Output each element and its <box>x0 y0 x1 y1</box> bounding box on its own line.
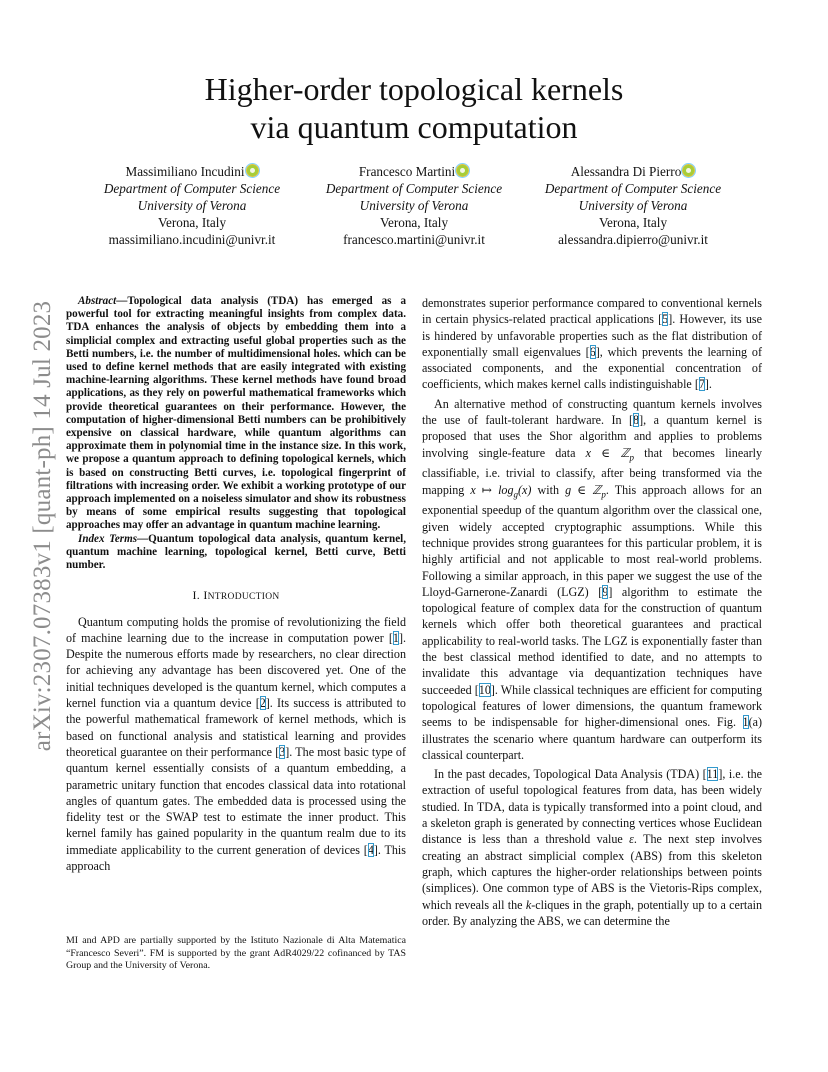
right-paragraph-3: In the past decades, Topological Data Analysis (TDA) [11], i.e. the extraction of useful topological features from data, has been widely studied. In TDA, data is typically transformed into a point cloud, and a skeleton graph is generated by connecting vertices whose Euclidean distance is less than a threshold value ε. The next step involves creating an abstract simplicial complex (ABS) from this skeleton graph, which captures the higher-order relationships between points (simplices). One common type of ABS is the Vietoris-Rips complex, which reveals all the k-cliques in the graph, potentially up to a certain order. By analyzing the ABS, we can determine the <box>422 767 762 928</box>
citation-link[interactable]: 2 <box>259 696 266 711</box>
author-univ: University of Verona <box>359 198 469 213</box>
right-column <box>422 295 762 929</box>
abstract-label: Abstract <box>78 295 117 307</box>
author-block-1 <box>77 163 307 248</box>
orcid-icon[interactable] <box>456 164 469 177</box>
figure-link[interactable]: 1 <box>742 715 749 730</box>
citation-link[interactable]: 9 <box>602 584 609 599</box>
author-univ: University of Verona <box>578 198 688 213</box>
author-dept: Department of Computer Science <box>103 181 281 196</box>
right-paragraph-1: demonstrates superior performance compared to conventional kernels in certain physics-related practical applications [5]. However, its use is hindered by unfavorable properties such as the flat distribution of exponentially small eigenvalues [6], which prevents the learning of associated components, and the exponential concentration of coefficients, which makes kernel calls indistinguishable [7]. <box>422 296 762 392</box>
author-city: Verona, Italy <box>157 215 227 230</box>
math-expression: x ↦ log <box>470 482 514 497</box>
author-name: Massimiliano Incudini <box>125 164 245 179</box>
author-email: massimiliano.incudini@univr.it <box>108 232 276 247</box>
paper-title <box>0 70 828 146</box>
author-dept: Department of Computer Science <box>325 181 503 196</box>
author-univ: University of Verona <box>137 198 247 213</box>
index-terms <box>66 533 406 573</box>
author-block-3 <box>518 163 748 248</box>
left-column <box>66 295 406 874</box>
citation-link[interactable]: 6 <box>589 344 596 359</box>
author-name: Francesco Martini <box>358 164 456 179</box>
footnote: MI and APD are partially supported by the Istituto Nazionale di Alta Matematica “Francesco Severi”. FM is supported by the grant AdR4029/22 cofinanced by TAS Group and the University of Verona. <box>66 935 406 971</box>
author-block-2 <box>299 163 529 248</box>
title-line-2: via quantum computation <box>250 109 578 145</box>
citation-link[interactable]: 8 <box>633 413 640 428</box>
orcid-icon[interactable] <box>246 164 259 177</box>
arxiv-id: arXiv:2307.07383v1 [quant-ph] 14 Jul 2023 <box>29 300 56 752</box>
author-dept: Department of Computer Science <box>544 181 722 196</box>
citation-link[interactable]: 7 <box>698 377 705 392</box>
index-terms-label: Index Terms <box>78 532 138 545</box>
math-expression: x ∈ ℤ <box>585 445 630 460</box>
author-email: alessandra.dipierro@univr.it <box>558 232 708 247</box>
section-heading-introduction: I. INTRODUCTION <box>192 588 280 603</box>
math-expression: ε <box>629 832 634 847</box>
abstract-text: —Topological data analysis (TDA) has emerged as a powerful tool for extracting meaningful insights from complex data. TDA enhances the analysis of objects by embedding them into a simplicial complex and extracting useful global properties such as the Betti numbers, i.e. the number of multidimensional holes. which can be used to define kernel methods that are easily integrated with existing machine-learning algorithms. These kernel methods have found broad applications, as they rely on powerful mathematical frameworks which provide theoretical guarantees on their performance. However, the computation of higher-dimensional Betti numbers can be prohibitively expensive on classical hardware, while quantum algorithms can approximate them in polynomial time in the instance size. In this work, we propose a quantum approach to defining topological kernels, which is based on constructing Betti curves, i.e. topological fingerprint of filtrations with increasing order. We exhibit a working prototype of our approach implemented on a noiseless simulator and show its robustness by means of some empirical results suggesting that topological approaches may offer an advantage in quantum machine learning. <box>66 295 406 532</box>
title-line-1: Higher-order topological kernels <box>204 71 624 107</box>
orcid-icon[interactable] <box>682 164 695 177</box>
arxiv-sidebar-stamp <box>26 288 60 764</box>
author-name: Alessandra Di Pierro <box>570 164 682 179</box>
citation-link[interactable]: 10 <box>478 682 491 697</box>
citation-link[interactable]: 5 <box>662 312 669 327</box>
author-email: francesco.martini@univr.it <box>343 232 485 247</box>
citation-link[interactable]: 3 <box>279 744 286 759</box>
author-city: Verona, Italy <box>379 215 449 230</box>
right-paragraph-2: An alternative method of constructing quantum kernels involves the use of fault-tolerant hardware. In [8], a quantum kernel is proposed that uses the Shor algorithm and applies to problems involving single-feature data x ∈ ℤ$_p$ that becomes linearly classifiable, i.e. trivial to classify, after being transformed via the mapping x ↦ $\log_g(x)$ with g ∈ ℤ$_p$. This approach allows for an exponential speedup of the quantum algorithm over the classical one, given widely accepted cryptographic assumptions. While this technique provides strong guarantees for this particular problem, it is highly artificial and not applicable to most real-world problems. Following a similar approach, in this paper we suggest the use of the Lloyd-Garnerone-Zanardi (LGZ) [9] algorithm to estimate the topological feature of complex data for the construction of quantum kernels which offer both theoretical guarantees and practical applicability to real-world tasks. The LGZ is exponentially faster than the best classical method identified to date, and no attempts to invalidate this advantage via dequantization techniques have succeeded [10]. While classical techniques are efficient for computing topological features of lower dimensions, the quantum framework seems to be indispensable for higher-dimensional ones. Fig. 1(a) illustrates the scenario where quantum hardware can outperform its classical counterpart. <box>422 396 763 762</box>
math-expression: g ∈ ℤ <box>565 482 602 497</box>
citation-link[interactable]: 1 <box>392 630 399 645</box>
citation-link[interactable]: 11 <box>706 767 719 782</box>
author-city: Verona, Italy <box>598 215 668 230</box>
math-expression: k <box>525 897 532 912</box>
abstract <box>66 295 406 533</box>
citation-link[interactable]: 4 <box>367 842 374 857</box>
index-terms-text: —Quantum topological data analysis, quantum kernel, quantum machine learning, topological kernel, Betti curve, Betti number. <box>66 532 406 572</box>
intro-paragraph-1: Quantum computing holds the promise of revolutionizing the field of machine learning due to the increase in computation power [1]. Despite the numerous efforts made by researchers, no clear direction for achieving any advantage has been discovered yet. One of the initial techniques developed is the quantum kernel, which computes a kernel function via a quantum device [2]. Its success is attributed to the powerful mathematical framework of kernel methods, which is based on functional analysis and statistical learning and provides theoretical guarantee on their performance [3]. The most basic type of quantum kernel essentially consists of a quantum embedding, a parametric unitary function that encodes classical data into rotational angles of quantum gates. The embedded data is processed using the fidelity test or the SWAP test to estimate the inner product. This kernel family has gained popularity in the quantum realm due to its immediate applicability to the current generation of devices [4]. This approach <box>66 614 407 874</box>
